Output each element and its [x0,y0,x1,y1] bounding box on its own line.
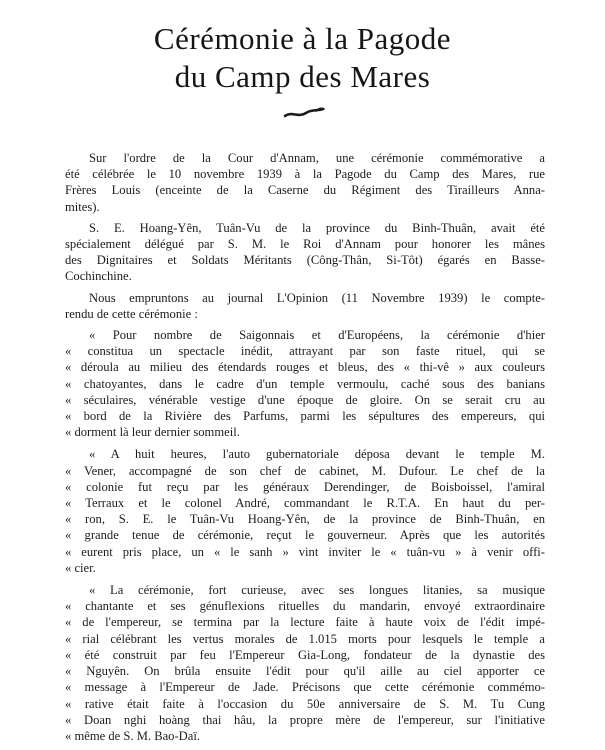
text-line: « Terraux et le colonel André, commandant le R.T.A. En haut du per- [65,496,545,511]
text-line: « rative était faite à l'occasion du 50e anniversaire de S. M. Tu Cung [65,696,545,711]
text-line: mites). [65,199,100,214]
text-line: « ron, S. E. le Tuân-Vu Hoang-Yên, de la province de Binh-Thuân, en [65,512,545,527]
text-line: « La cérémonie, fort curieuse, avec ses longues litanies, sa musique [89,583,545,598]
paragraph [65,446,545,576]
text-line: Nous empruntons au journal L'Opinion (11 Novembre 1939) le compte- [89,290,545,305]
text-line: « de l'empereur, se termina par la lecture faite à haute voix de l'édit impé- [65,615,545,630]
text-line: « message à l'Empereur de Jade. Précisons que cette cérémonie commémo- [65,680,545,695]
flourish-ornament-icon [282,106,326,120]
text-line: « même de S. M. Bao-Daï. [65,728,201,743]
text-line: « chatoyantes, dans le cadre d'un temple vermoulu, caché sous des banians [65,376,545,391]
text-line: « Vener, accompagné de son chef de cabinet, M. Dufour. Le chef de la [65,463,545,478]
text-line: « séculaires, vénérable vestige d'une époque de gloire. On se serait cru au [65,392,545,407]
text-line: Cochinchine. [65,269,132,284]
article-body [65,150,545,750]
paragraph [65,327,545,440]
page-title [0,20,605,96]
paragraph [65,150,545,215]
text-line: « rial célébrant les vertus morales de 1.015 morts pour lesquels le temple a [65,631,545,646]
text-line: « constitua un spectacle inédit, attrayant par son faste rituel, qui se [65,344,545,359]
text-line: des Dignitaires et Soldats Méritants (Công-Thân, Si-Tôt) égarés en Basse- [65,253,545,268]
text-line: été célébrée le 10 novembre 1939 à la Pagode du Camp des Mares, rue [65,167,545,182]
text-line: « dorment là leur dernier sommeil. [65,425,240,440]
text-line: « eurent pris place, un « le sanh » vint inviter le « tuân-vu » à venir offi- [65,544,545,559]
text-line: « cier. [65,560,96,575]
text-line: « grande tenue de cérémonie, reçut le gouverneur. Après que les autorités [65,528,545,543]
paragraph [65,220,545,285]
text-line: « bord de la Rivière des Parfums, parmi les sépultures des empereurs, qui [65,409,545,424]
text-line: S. E. Hoang-Yên, Tuân-Vu de la province du Binh-Thuân, avait été [89,220,545,235]
text-line: rendu de cette cérémonie : [65,306,198,321]
text-line: « chantante et ses génuflexions rituelles du mandarin, envoyé extraordinaire [65,599,545,614]
text-line: « Nguyên. On brûla ensuite l'édit pour qu'il aille au ciel apporter ce [65,664,545,679]
text-line: « été construit par feu l'Empereur Gia-Long, fondateur de la dynastie des [65,647,545,662]
text-line: « Pour nombre de Saigonnais et d'Européens, la cérémonie d'hier [89,328,545,343]
paragraph [65,290,545,322]
paragraph [65,582,545,744]
text-line: spécialement délégué par S. M. le Roi d'Annam pour honorer les mânes [65,237,545,252]
text-line: « déroula au milieu des étendards rouges et bleus, des « thi-vê » aux couleurs [65,360,545,375]
text-line: Frères Louis (enceinte de la Caserne du Régiment des Tirailleurs Anna- [65,183,545,198]
title-line-2: du Camp des Mares [174,59,431,94]
text-line: « colonie fut reçu par les généraux Derendinger, de Boisboissel, l'amiral [65,479,545,494]
text-line: « Doan nghi hoàng thai hâu, la propre mère de l'empereur, sur l'initiative [65,712,545,727]
title-line-1: Cérémonie à la Pagode [153,21,452,56]
text-line: « A huit heures, l'auto gubernatoriale déposa devant le temple M. [89,447,545,462]
text-line: Sur l'ordre de la Cour d'Annam, une cérémonie commémorative a [89,151,545,165]
